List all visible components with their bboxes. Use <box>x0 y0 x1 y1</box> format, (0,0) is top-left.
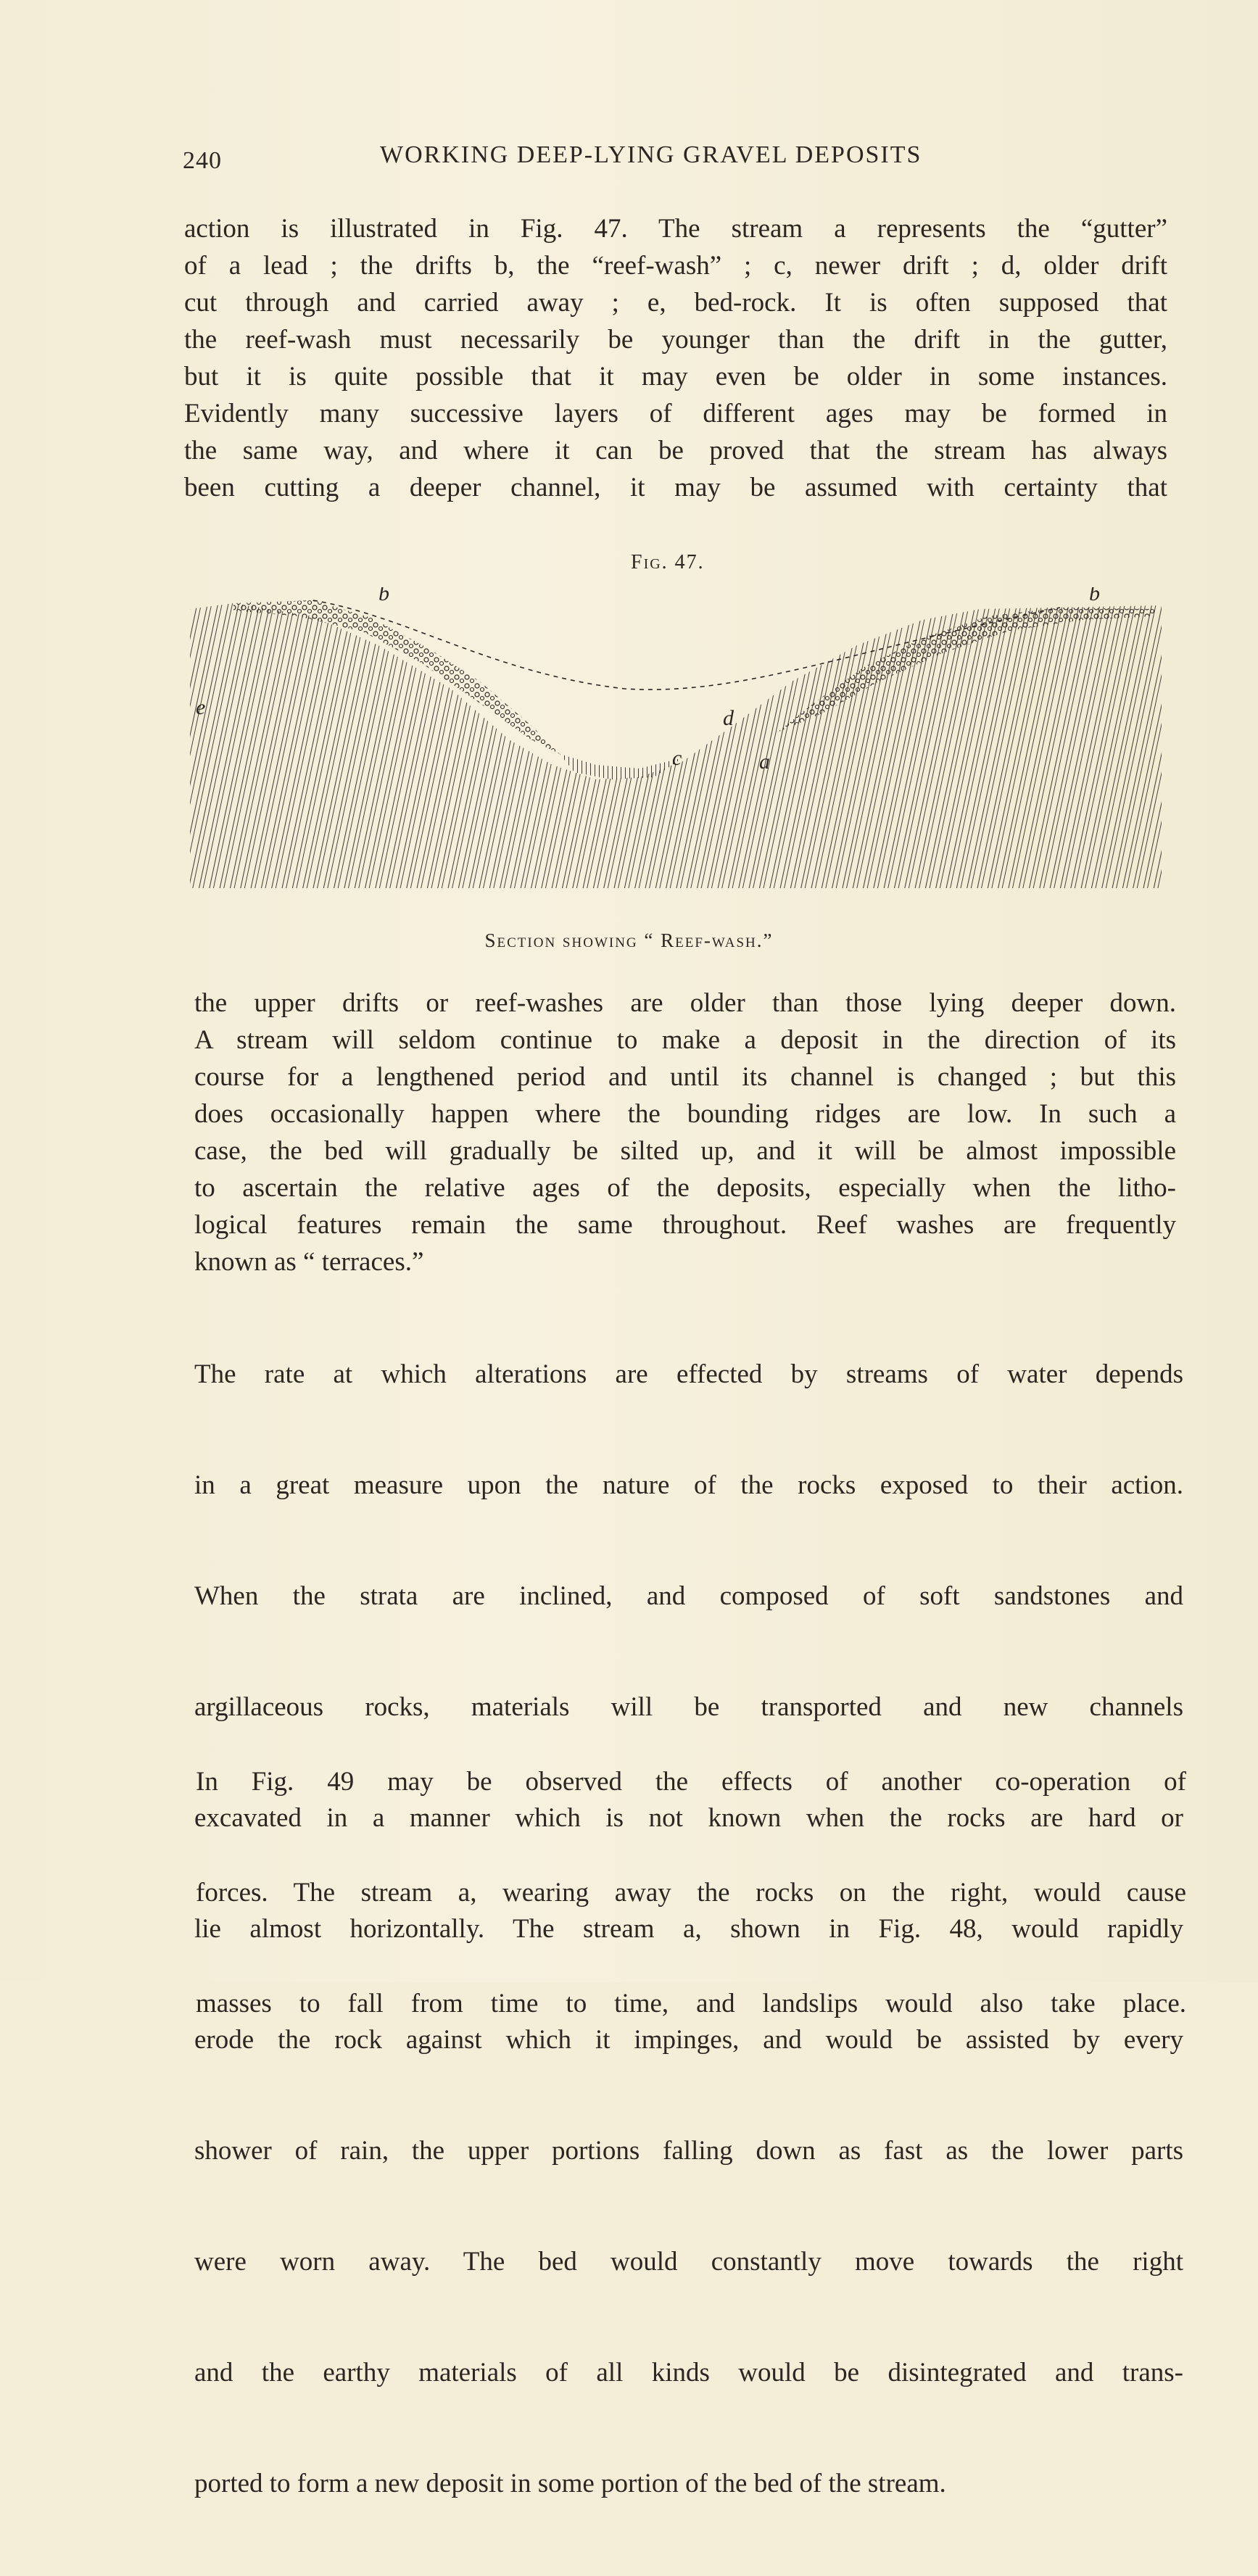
text-line: masses to fall from time to time, and landslips would also take place. <box>196 1989 1186 2018</box>
text-line: When the strata are inclined, and composed of soft sandstones and <box>194 1581 1183 1611</box>
paragraph-1 <box>184 210 1167 506</box>
text-line: case, the bed will gradually be silted up, and it will be almost impossible <box>194 1136 1176 1166</box>
text-line: to ascertain the relative ages of the deposits, especially when the litho- <box>194 1173 1176 1203</box>
figure-label: Fig. 47. <box>631 551 705 573</box>
text-line: erode the rock against which it impinges, and would be assisted by every <box>194 2025 1183 2055</box>
label-d: d <box>723 706 734 730</box>
text-line: and the earthy materials of all kinds would be disintegrated and trans- <box>194 2358 1183 2387</box>
text-line: the same way, and where it can be proved that the stream has always <box>184 436 1167 465</box>
figure-caption: Section showing “ Reef-wash.” <box>484 929 774 951</box>
text-line: In Fig. 49 may be observed the effects of another co-operation of <box>196 1767 1186 1797</box>
label-c: c <box>672 746 682 770</box>
label-e: e <box>196 695 206 719</box>
text-line: in a great measure upon the nature of the rocks exposed to their action. <box>194 1470 1183 1500</box>
page-number: 240 <box>183 147 222 174</box>
paragraph-2 <box>194 985 1176 1280</box>
text-line: logical features remain the same throughout. Reef washes are frequently <box>194 1210 1176 1240</box>
text-line: course for a lengthened period and until its channel is changed ; but this <box>194 1062 1176 1092</box>
text-line: forces. The stream a, wearing away the rocks on the right, would cause <box>196 1878 1186 1908</box>
text-line: excavated in a manner which is not known when the rocks are hard or <box>194 1803 1183 1833</box>
text-line: cut through and carried away ; e, bed-rock. It is often supposed that <box>184 288 1167 318</box>
text-line: shower of rain, the upper portions falling down as fast as the lower parts <box>194 2136 1183 2166</box>
text-line: argillaceous rocks, materials will be transported and new channels <box>194 1692 1183 1722</box>
paragraph-4 <box>196 1689 1186 2096</box>
label-b-right: b <box>1089 587 1100 605</box>
text-line: been cutting a deeper channel, it may be assumed with certainty that <box>184 473 1167 502</box>
text-line: ported to form a new deposit in some portion of the bed of the stream. <box>194 2469 946 2498</box>
text-line: were worn away. The bed would constantly move towards the right <box>194 2247 1183 2277</box>
text-line: the reef-wash must necessarily be younger than the drift in the gutter, <box>184 325 1167 355</box>
text-line: lie almost horizontally. The stream a, shown in Fig. 48, would rapidly <box>194 1914 1183 1944</box>
text-line: of a lead ; the drifts b, the “reef-wash” ; c, newer drift ; d, older drift <box>184 251 1167 281</box>
label-a: a <box>759 750 770 774</box>
reef-wash-section-illustration <box>190 587 1162 914</box>
text-line: A stream will seldom continue to make a deposit in the direction of its <box>194 1025 1176 1055</box>
running-head: WORKING DEEP-LYING GRAVEL DEPOSITS <box>380 141 922 168</box>
text-line: The rate at which alterations are effected by streams of water depends <box>194 1359 1183 1389</box>
text-line: but it is quite possible that it may even be older in some instances. <box>184 362 1167 392</box>
text-line: does occasionally happen where the bounding ridges are low. In such a <box>194 1099 1176 1129</box>
text-line: known as “ terraces.” <box>194 1247 424 1277</box>
page-header <box>183 141 1169 178</box>
text-line: action is illustrated in Fig. 47. The stream a represents the “gutter” <box>184 214 1167 244</box>
label-b-left: b <box>378 587 389 605</box>
figure-47-section <box>190 587 1162 914</box>
text-line: the upper drifts or reef-washes are older than those lying deeper down. <box>194 988 1176 1018</box>
text-line: Evidently many successive layers of different ages may be formed in <box>184 399 1167 428</box>
